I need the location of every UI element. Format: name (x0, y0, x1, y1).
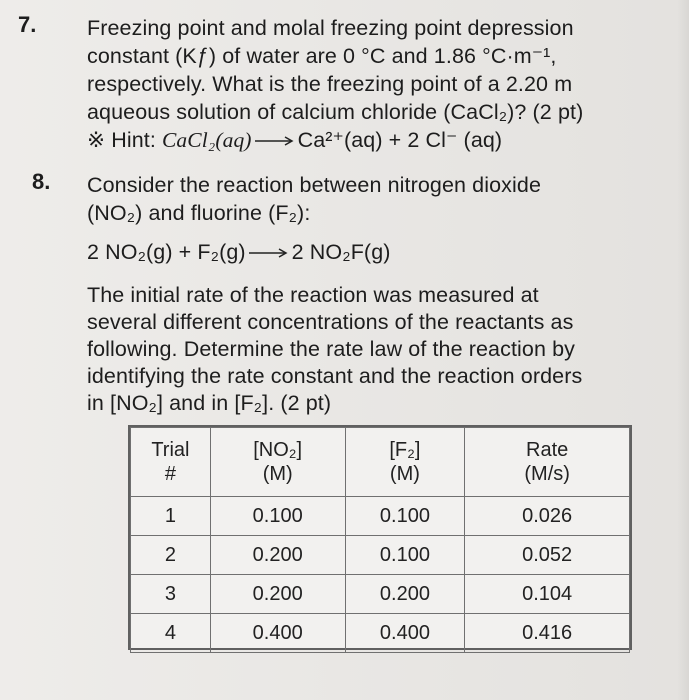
rate-table (130, 427, 630, 653)
question-8-body-line-1: The initial rate of the reaction was measured at (87, 283, 539, 307)
table-row (131, 575, 630, 614)
table-row (131, 536, 630, 575)
question-8-body-line-4: identifying the rate constant and the reaction orders (87, 364, 583, 388)
question-8-body-line-5: in [NO₂] and in [F₂]. (2 pt) (87, 391, 332, 415)
no2-cell: 0.200 (210, 575, 345, 614)
rate-cell: 0.052 (465, 536, 630, 575)
header-rate-line-2: (M/s) (524, 463, 570, 485)
header-rate-line-1: Rate (526, 439, 569, 461)
question-7-hint (87, 127, 502, 153)
header-rate (465, 428, 630, 497)
f2-cell: 0.100 (345, 536, 465, 575)
question-8-number: 8. (32, 169, 51, 194)
question-7-line-2: constant (Kƒ) of water are 0 °C and 1.86 °C·m⁻¹, (87, 44, 557, 68)
header-no2-line-1: [NO₂] (253, 439, 303, 461)
table-row (131, 614, 630, 653)
f2-cell: 0.200 (345, 575, 465, 614)
rate-data-table (128, 425, 632, 650)
header-f2 (345, 428, 465, 497)
no2-cell: 0.200 (210, 536, 345, 575)
trial-cell: 4 (131, 614, 211, 653)
reaction-arrow-icon (254, 135, 296, 147)
no2-cell: 0.100 (210, 497, 345, 536)
trial-cell: 1 (131, 497, 211, 536)
question-8-body-line-2: several different concentrations of the reactants as (87, 310, 574, 334)
hint-products: Ca²⁺(aq) + 2 Cl⁻ (aq) (297, 128, 503, 152)
trial-cell: 3 (131, 575, 211, 614)
reaction-reactants: 2 NO₂(g) + F₂(g) (87, 240, 246, 264)
f2-cell: 0.100 (345, 497, 465, 536)
question-8-line-1: Consider the reaction between nitrogen dioxide (87, 173, 541, 197)
trial-cell: 2 (131, 536, 211, 575)
question-7-line-3: respectively. What is the freezing point of a 2.20 m (87, 72, 573, 96)
header-f2-line-2: (M) (389, 463, 420, 485)
table-header-row (131, 428, 630, 497)
hint-label: ※ Hint: (87, 128, 162, 152)
table-row (131, 497, 630, 536)
question-7-line-1: Freezing point and molal freezing point depression (87, 16, 574, 40)
header-trial (131, 428, 211, 497)
header-no2-line-2: (M) (262, 463, 293, 485)
question-7-number: 7. (18, 12, 37, 37)
header-trial-line-1: Trial (151, 439, 190, 461)
rate-cell: 0.416 (465, 614, 630, 653)
header-no2 (210, 428, 345, 497)
header-trial-line-2: # (164, 463, 176, 485)
hint-reactant: CaCl₂(aq) (161, 128, 252, 152)
reaction-equation (87, 239, 391, 265)
no2-cell: 0.400 (210, 614, 345, 653)
question-8-line-2: (NO₂) and fluorine (F₂): (87, 201, 311, 225)
page-edge-shadow (677, 0, 689, 700)
rate-cell: 0.026 (465, 497, 630, 536)
question-7-line-4: aqueous solution of calcium chloride (CaCl₂)? (2 pt) (87, 100, 584, 124)
header-f2-line-1: [F₂] (389, 439, 421, 461)
rate-cell: 0.104 (465, 575, 630, 614)
f2-cell: 0.400 (345, 614, 465, 653)
reaction-products: 2 NO₂F(g) (291, 240, 391, 264)
question-8-body-line-3: following. Determine the rate law of the reaction by (87, 337, 576, 361)
reaction-arrow-icon (248, 247, 290, 259)
